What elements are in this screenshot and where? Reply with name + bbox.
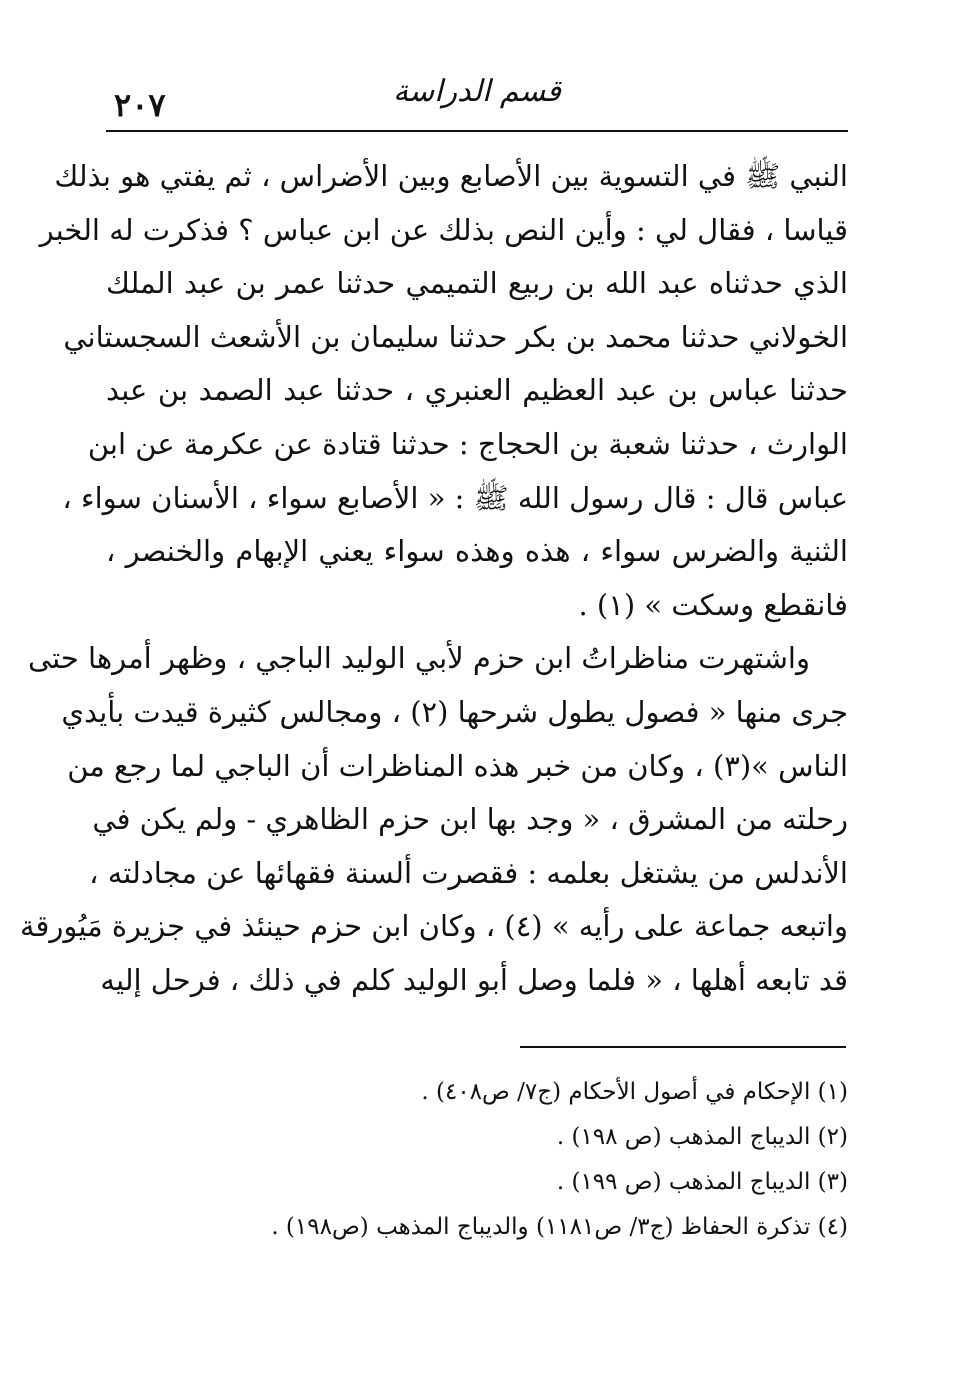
- text-line: قد تابعه أهلها ، « فلما وصل أبو الوليد كلم في ذلك ، فرحل إليه: [100, 962, 848, 997]
- text-line: رحلته من المشرق ، « وجد بها ابن حزم الظاهري - ولم يكن في: [92, 802, 848, 837]
- text-line: الوارث ، حدثنا شعبة بن الحجاج : حدثنا قتادة عن عكرمة عن ابن: [87, 426, 848, 461]
- main-text: [19, 150, 848, 1008]
- text-line: قياسا ، فقال لي : وأين النص بذلك عن ابن عباس ؟ فذكرت له الخبر: [39, 212, 848, 247]
- text-line: فانقطع وسكت » (١) .: [578, 587, 848, 622]
- text-line: النبي ﷺ في التسوية بين الأصابع وبين الأضراس ، ثم يفتي هو بذلك: [54, 159, 848, 193]
- footnote: (١) الإحكام في أصول الأحكام (ج٧/ ص٤٠٨) .: [421, 1079, 848, 1105]
- running-title: قسم الدراسة: [393, 74, 561, 109]
- text-line: الذي حدثناه عبد الله بن ربيع التميمي حدثنا عمر بن عبد الملك: [106, 266, 848, 301]
- text-line: واشتهرت مناظراتُ ابن حزم لأبي الوليد الباجي ، وظهر أمرها حتى: [27, 641, 810, 676]
- text-line: عباس قال : قال رسول الله ﷺ : « الأصابع سواء ، الأسنان سواء ،: [62, 480, 848, 515]
- text-line: الخولاني حدثنا محمد بن بكر حدثنا سليمان بن الأشعث السجستاني: [63, 319, 848, 354]
- footnote-rule: [520, 1046, 846, 1048]
- text-line: الثنية والضرس سواء ، هذه وهذه سواء يعني الإبهام والخنصر ،: [106, 534, 848, 569]
- page-header: [106, 62, 848, 126]
- text-line: الأندلس من يشتغل بعلمه : فقصرت ألسنة فقهائها عن مجادلته ،: [89, 855, 848, 890]
- footnotes: [106, 1070, 848, 1250]
- text-line: جرى منها « فصول يطول شرحها (٢) ، ومجالس كثيرة قيدت بأيدي: [61, 694, 848, 729]
- footnote: (٣) الديباج المذهب (ص ١٩٩) .: [556, 1169, 848, 1195]
- footnote: (٤) تذكرة الحفاظ (ج٣/ ص١١٨١) والديباج المذهب (ص١٩٨) .: [271, 1214, 848, 1240]
- footnote: (٢) الديباج المذهب (ص ١٩٨) .: [556, 1124, 848, 1150]
- text-line: الناس »(٣) ، وكان من خبر هذه المناظرات أن الباجي لما رجع من: [67, 748, 848, 783]
- text-line: واتبعه جماعة على رأيه » (٤) ، وكان ابن حزم حينئذ في جزيرة مَيُورقة: [19, 909, 848, 944]
- page-number: ٢٠٧: [114, 86, 166, 124]
- text-line: حدثنا عباس بن عبد العظيم العنبري ، حدثنا عبد الصمد بن عبد: [106, 373, 848, 408]
- header-rule: [106, 130, 848, 132]
